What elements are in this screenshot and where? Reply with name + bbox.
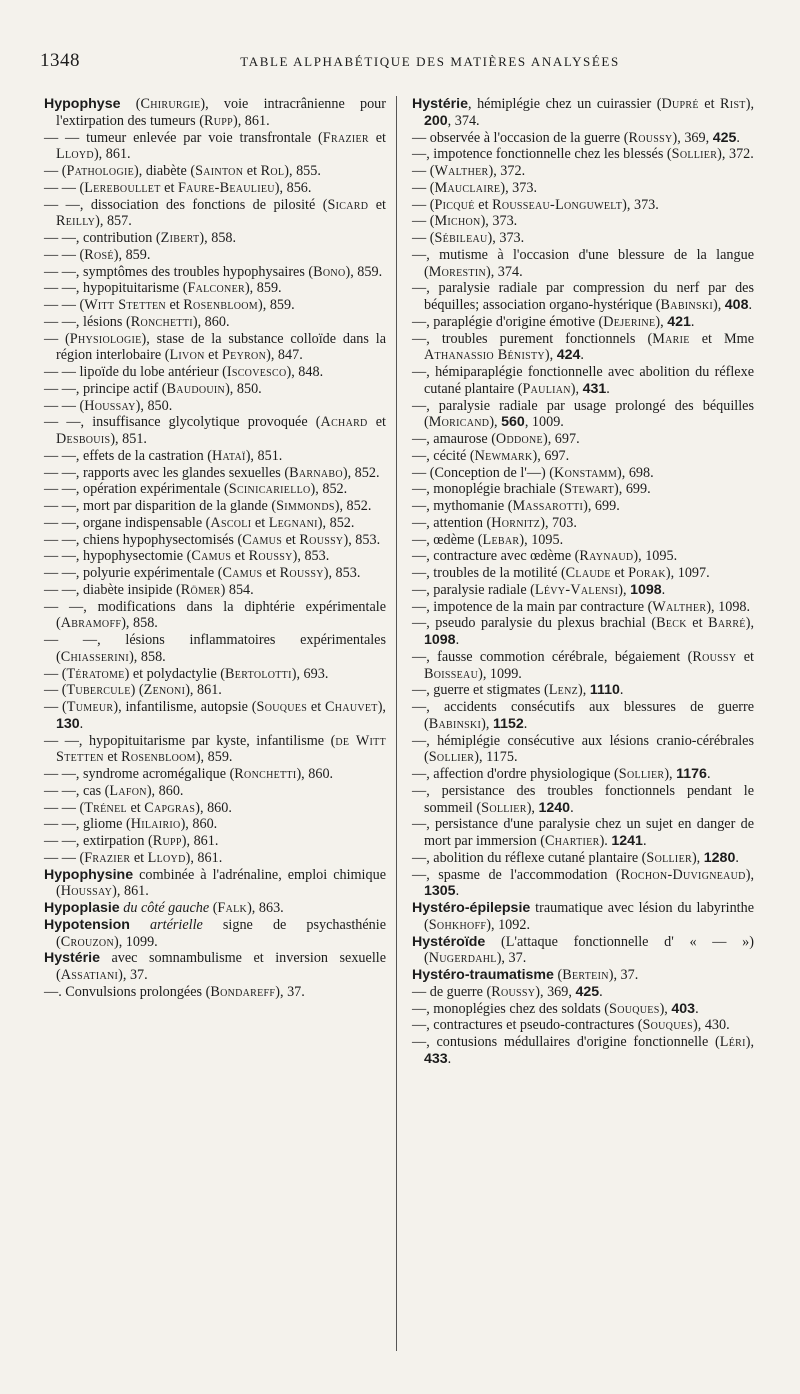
index-entry: — —, cas (Lafon), 860. [44, 782, 184, 799]
index-entry: —, spasme de l'accommodation (Rochon-Duvigneaud), 1305. [412, 866, 754, 900]
index-entry: —, persistance des troubles fonctionnels pendant le sommeil (Sollier), 1240. [412, 782, 754, 816]
index-entry: —, troubles purement fonctionnels (Marie et Mme Athanassio Bénisty), 424. [412, 330, 754, 364]
index-entry: — — (Lereboullet et Faure-Beaulieu), 856. [44, 179, 312, 196]
index-entry: — —, insuffisance glycolytique provoquée (Achard et Desbouis), 851. [44, 414, 386, 447]
index-entry: Hystéro-traumatisme (Bertein), 37. [412, 967, 639, 983]
index-entry: —, guerre et stigmates (Lenz), 1110. [412, 682, 624, 699]
index-entry: —, hémiparaplégie fonctionnelle avec abolition du réflexe cutané plantaire (Paulian), 431. [412, 364, 754, 397]
index-entry: — —, hypopituitarisme par kyste, infantilisme (de Witt Stetten et Rosenbloom), 859. [44, 732, 386, 766]
index-entry: — —, contribution (Zibert), 858. [44, 230, 237, 246]
index-entry: — —, rapports avec les glandes sexuelles (Barnabo), 852. [44, 464, 380, 481]
index-entry: — — (Trénel et Capgras), 860. [44, 799, 232, 816]
index-entry: —, accidents consécutifs aux blessures de guerre (Babinski), 1152. [412, 699, 754, 732]
index-entry: Hypoplasie du côté gauche (Falk), 863. [44, 900, 284, 916]
index-entry: — —, hypophysectomie (Camus et Roussy), 853. [44, 548, 330, 565]
right-column [412, 96, 754, 1068]
index-entry: —, paralysie radiale par usage prolongé des béquilles (Moricand), 560, 1009. [412, 397, 754, 431]
running-head: TABLE ALPHABÉTIQUE DES MATIÈRES ANALYSÉES [240, 54, 620, 69]
index-entry: — —, lésions inflammatoires expérimentales (Chiasserini), 858. [44, 632, 386, 665]
index-entry: — —, mort par disparition de la glande (Simmonds), 852. [44, 498, 372, 514]
index-entry: — —, organe indispensable (Ascoli et Legnani), 852. [44, 514, 355, 531]
page-number: 1348 [40, 50, 80, 71]
index-entry: —, monoplégies chez des soldats (Souques), 403. [412, 1000, 699, 1017]
index-entry: — (Walther), 372. [412, 163, 526, 179]
index-entry: — —, polyurie expérimentale (Camus et Roussy), 853. [44, 565, 361, 581]
index-entry: — — (Frazier et Lloyd), 861. [44, 849, 223, 866]
index-entry: Hystéroïde (L'attaque fonctionnelle d' « — ») (Nugerdahl), 37. [412, 933, 754, 967]
index-entry: — — (Rosé), 859. [44, 246, 151, 263]
index-entry: — —, symptômes des troubles hypophysaires (Bono), 859. [44, 263, 383, 280]
index-entry: —, hémiplégie consécutive aux lésions cranio-cérébrales (Sollier), 1175. [412, 732, 754, 766]
index-entry: — de guerre (Roussy), 369, 425. [412, 983, 603, 1000]
index-entry: —, paralysie radiale par compression du nerf par des béquilles; association organo-hystérique (Babinski), 408. [412, 280, 754, 313]
index-entry: — —, syndrome acromégalique (Ronchetti), 860. [44, 766, 334, 782]
index-entry: Hypophyse (Chirurgie), voie intracrânienne pour l'extirpation des tumeurs (Rupp), 861. [44, 96, 386, 129]
index-entry: — —, extirpation (Rupp), 861. [44, 833, 219, 849]
index-entry: — (Picqué et Rousseau-Longuwelt), 373. [412, 196, 659, 213]
page-header [40, 52, 760, 76]
index-entry: Hypotension artérielle signe de psychasthénie (Crouzon), 1099. [44, 916, 387, 950]
index-entry: Hystéro-épilepsie traumatique avec lésion du labyrinthe (Sohkhoff), 1092. [412, 900, 754, 933]
index-entry: — observée à l'occasion de la guerre (Roussy), 369, 425. [412, 129, 740, 146]
index-entry: — —, dissociation des fonctions de pilosité (Sicard et Reilly), 857. [44, 196, 386, 230]
index-entry: — —, effets de la castration (Hataï), 851. [44, 447, 283, 464]
index-entry: —, cécité (Newmark), 697. [412, 447, 570, 464]
index-entry: —, troubles de la motilité (Claude et Porak), 1097. [412, 565, 710, 581]
index-entry: —, persistance d'une paralysie chez un sujet en danger de mort par immersion (Chartier). 1241. [412, 816, 754, 849]
index-entry: Hystérie, hémiplégie chez un cuirassier (Dupré et Rist), 200, 374. [412, 96, 754, 129]
index-entry: — (Tératome) et polydactylie (Bertolotti), 693. [44, 665, 329, 682]
index-entry: —, œdème (Lebar), 1095. [412, 531, 564, 548]
index-entry: — —, hypopituitarisme (Falconer), 859. [44, 280, 282, 297]
index-entry: —, monoplégie brachiale (Stewart), 699. [412, 481, 651, 498]
index-entry: —, abolition du réflexe cutané plantaire (Sollier), 1280. [412, 849, 739, 866]
index-entry: — —, modifications dans la diphtérie expérimentale (Abramoff), 858. [44, 598, 386, 632]
index-entry: — —, lésions (Ronchetti), 860. [44, 313, 230, 330]
index-entry: — (Physiologie), stase de la substance colloïde dans la région interlobaire (Livon et Peyron), 847. [44, 330, 386, 364]
index-entry: —, mythomanie (Massarotti), 699. [412, 498, 620, 514]
index-entry: —, affection d'ordre physiologique (Sollier), 1176. [412, 766, 711, 782]
index-entry: — —, diabète insipide (Römer) 854. [44, 581, 254, 598]
index-entry: —, impotence de la main par contracture (Walther), 1098. [412, 598, 751, 615]
index-entry: —. Convulsions prolongées (Bondareff), 37. [44, 983, 305, 1000]
index-entry: —, amaurose (Oddone), 697. [412, 431, 580, 447]
index-entry: — —, opération expérimentale (Scinicariello), 852. [44, 481, 348, 498]
index-entry: — (Mauclaire), 373. [412, 179, 537, 196]
index-entry: — (Michon), 373. [412, 213, 518, 230]
index-entry: — (Tumeur), infantilisme, autopsie (Souques et Chauvet), 130. [44, 699, 386, 732]
index-entry: — (Pathologie), diabète (Sainton et Rol), 855. [44, 163, 321, 179]
index-entry: —, impotence fonctionnelle chez les blessés (Sollier), 372. [412, 146, 754, 163]
index-entry: —, pseudo paralysie du plexus brachial (Beck et Barré), 1098. [412, 615, 754, 648]
index-entry: — — tumeur enlevée par voie transfrontale (Frazier et Lloyd), 861. [44, 129, 386, 163]
index-entry: Hypophysine combinée à l'adrénaline, emploi chimique (Houssay), 861. [44, 866, 386, 900]
index-entry: — — lipoïde du lobe antérieur (Iscovesco), 848. [44, 364, 324, 380]
index-entry: —, contusions médullaires d'origine fonctionnelle (Léri), 433. [412, 1034, 754, 1067]
index-entry: — (Sébileau), 373. [412, 230, 525, 246]
index-entry: —, contracture avec œdème (Raynaud), 1095. [412, 548, 678, 565]
index-entry: Hystérie avec somnambulisme et inversion sexuelle (Assatiani), 37. [44, 950, 386, 983]
index-entry: —, contractures et pseudo-contractures (Souques), 430. [412, 1017, 730, 1034]
index-entry: — (Conception de l'—) (Konstamm), 698. [412, 464, 654, 481]
index-entry: — — (Houssay), 850. [44, 397, 173, 414]
index-entry: — (Tubercule) (Zenoni), 861. [44, 682, 222, 699]
index-entry: —, paralysie radiale (Lévy-Valensi), 1098. [412, 581, 666, 598]
left-column [44, 96, 386, 1001]
index-entry: —, paraplégie d'origine émotive (Dejerine), 421. [412, 313, 695, 330]
index-entry: —, fausse commotion cérébrale, bégaiement (Roussy et Boisseau), 1099. [412, 648, 754, 682]
index-entry: —, mutisme à l'occasion d'une blessure de la langue (Morestin), 374. [412, 246, 754, 280]
index-entry: — —, chiens hypophysectomisés (Camus et Roussy), 853. [44, 531, 381, 548]
index-entry: — —, principe actif (Baudouin), 850. [44, 380, 262, 397]
index-entry: — — (Witt Stetten et Rosenbloom), 859. [44, 297, 295, 313]
index-entry: —, attention (Hornitz), 703. [412, 514, 577, 531]
column-divider [396, 96, 397, 1351]
index-entry: — —, gliome (Hilairio), 860. [44, 816, 218, 833]
